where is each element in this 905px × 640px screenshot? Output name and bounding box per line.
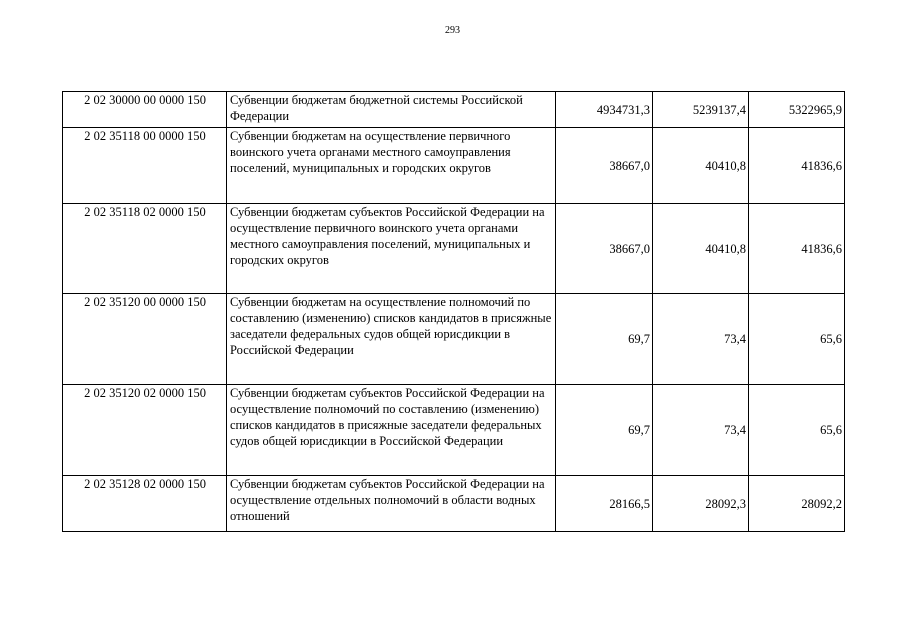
row-name: Субвенции бюджетам субъектов Российской Федерации на осуществление полномочий по составлению (изменению) списков кандидатов в присяжные заседатели федеральных судов общей юрисдикции в Российской Федерации: [227, 385, 556, 476]
row-code: 2 02 35118 02 0000 150: [63, 204, 227, 294]
row-name: Субвенции бюджетам бюджетной системы Российской Федерации: [227, 92, 556, 128]
row-name: Субвенции бюджетам субъектов Российской Федерации на осуществление отдельных полномочий в области водных отношений: [227, 476, 556, 532]
row-value-3: 41836,6: [749, 204, 845, 294]
table-row: [63, 476, 845, 532]
row-value-2: 40410,8: [653, 128, 749, 204]
row-value-2: 28092,3: [653, 476, 749, 532]
table-row: [63, 385, 845, 476]
row-value-1: 69,7: [556, 385, 653, 476]
row-value-1: 28166,5: [556, 476, 653, 532]
row-value-3: 5322965,9: [749, 92, 845, 128]
row-code: 2 02 35120 02 0000 150: [63, 385, 227, 476]
row-name: Субвенции бюджетам субъектов Российской Федерации на осуществление первичного воинского учета органами местного самоуправления поселений, муниципальных и городских округов: [227, 204, 556, 294]
row-code: 2 02 35128 02 0000 150: [63, 476, 227, 532]
row-name: Субвенции бюджетам на осуществление полномочий по составлению (изменению) списков кандидатов в присяжные заседатели федеральных судов общей юрисдикции в Российской Федерации: [227, 294, 556, 385]
row-value-1: 69,7: [556, 294, 653, 385]
table-row: [63, 128, 845, 204]
row-value-2: 73,4: [653, 385, 749, 476]
row-value-3: 28092,2: [749, 476, 845, 532]
table-row: [63, 294, 845, 385]
row-value-1: 4934731,3: [556, 92, 653, 128]
row-value-1: 38667,0: [556, 128, 653, 204]
row-value-2: 5239137,4: [653, 92, 749, 128]
budget-table: [62, 91, 845, 532]
table-row: [63, 204, 845, 294]
row-code: 2 02 35118 00 0000 150: [63, 128, 227, 204]
page-number: 293: [445, 25, 460, 36]
row-value-3: 41836,6: [749, 128, 845, 204]
row-value-1: 38667,0: [556, 204, 653, 294]
row-code: 2 02 30000 00 0000 150: [63, 92, 227, 128]
row-value-2: 40410,8: [653, 204, 749, 294]
row-name: Субвенции бюджетам на осуществление первичного воинского учета органами местного самоуправления поселений, муниципальных и городских округов: [227, 128, 556, 204]
row-value-3: 65,6: [749, 294, 845, 385]
row-value-3: 65,6: [749, 385, 845, 476]
row-value-2: 73,4: [653, 294, 749, 385]
table-row: [63, 92, 845, 128]
row-code: 2 02 35120 00 0000 150: [63, 294, 227, 385]
